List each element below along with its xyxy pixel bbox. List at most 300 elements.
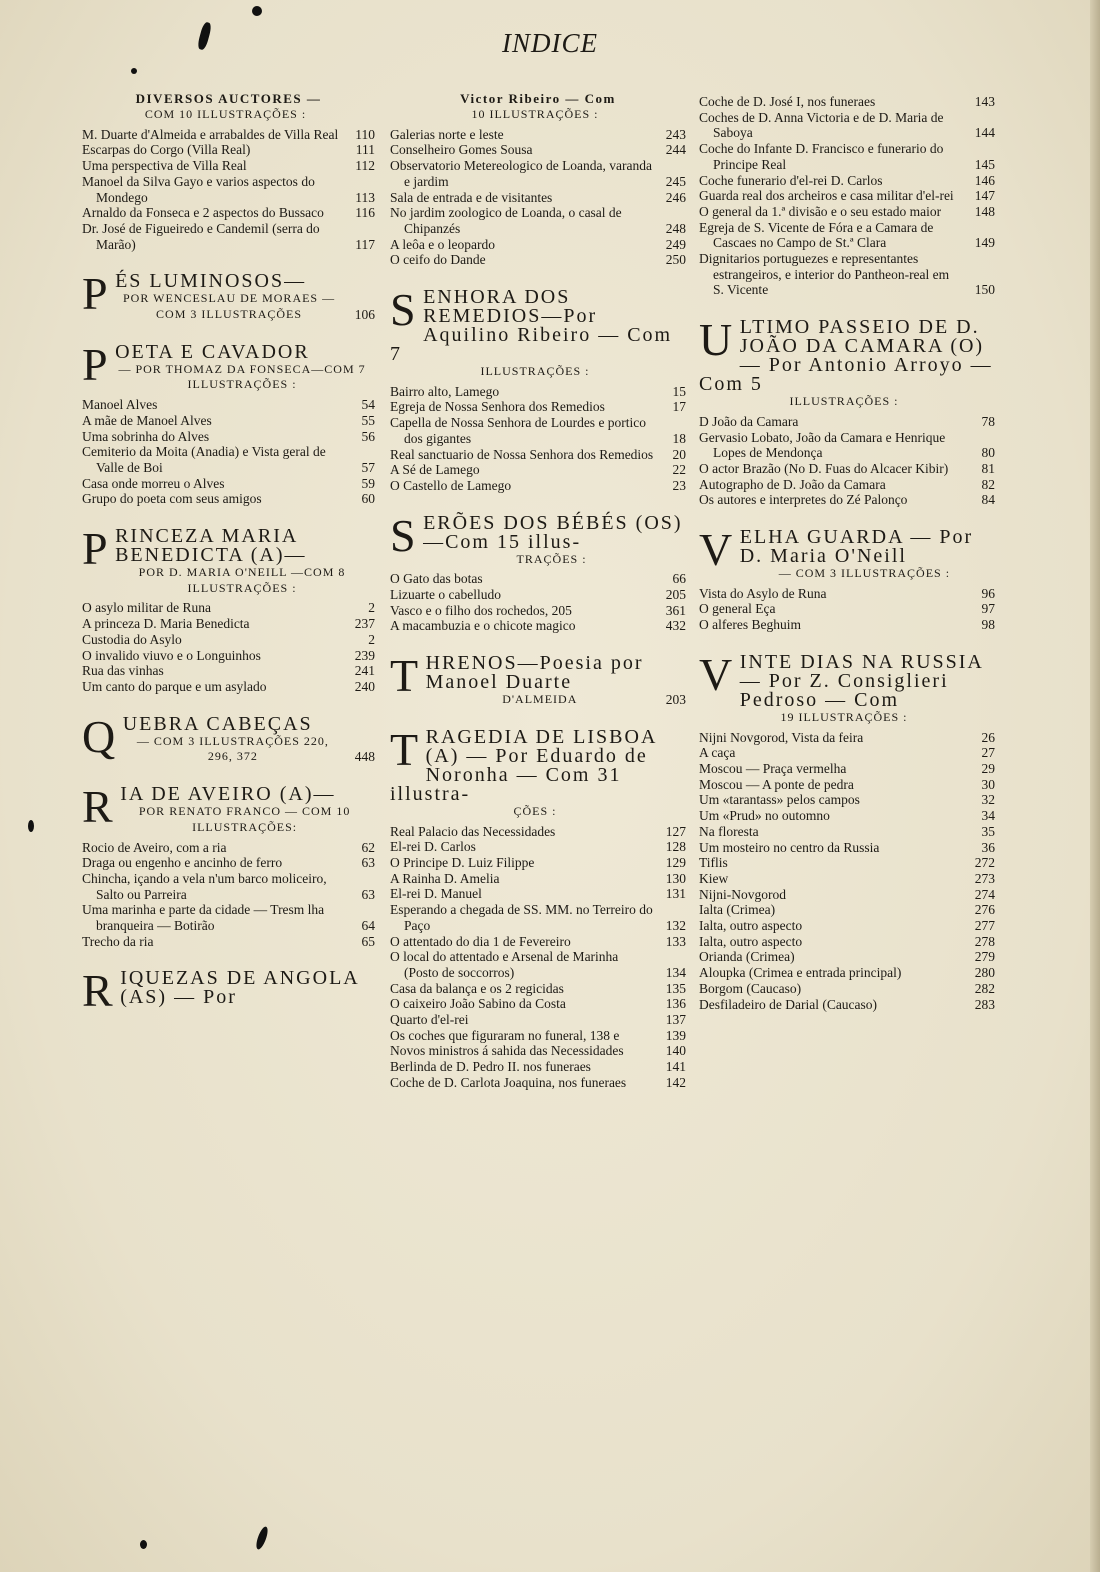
page-edge [1090, 0, 1100, 1572]
list-item [82, 679, 375, 695]
page-number: 32 [981, 792, 995, 808]
page-title: INDICE [502, 28, 598, 58]
list-item [699, 965, 995, 981]
list-item [699, 492, 995, 508]
section-subtitle-row [115, 362, 375, 393]
list-item [390, 1012, 686, 1028]
index-section [390, 723, 686, 1091]
page-number: 80 [981, 445, 995, 461]
entry-title: Um mosteiro no centro da Russia [699, 839, 880, 855]
drop-initial: R [82, 965, 115, 1017]
page-number: 143 [974, 94, 995, 109]
entry-title: Egreja de S. Vicente de Fóra e a Camara de Cascaes no Campo de St.ª Clara [699, 219, 934, 251]
list-item [82, 158, 375, 174]
section-subtitle: POR WENCESLAU DE MORAES — COM 3 ILLUSTRAÇÕES [122, 291, 336, 322]
list-item [390, 478, 686, 494]
list-item [699, 840, 995, 856]
list-item [699, 808, 995, 824]
list-item [82, 397, 375, 413]
section-subtitle-row [120, 804, 375, 835]
page-number: 150 [974, 282, 995, 298]
page-number: 110 [355, 126, 375, 142]
page-number: 142 [665, 1074, 686, 1090]
section-subtitle-row [115, 565, 375, 596]
section-subtitle: — POR THOMAZ DA FONSECA—COM 7 ILLUSTRAÇÕES : [118, 361, 366, 392]
section-title: HRENOS—Poesia por Manoel Duarte [425, 652, 644, 694]
section-subtitle: POR D. MARIA O'NEILL —COM 8 ILLUSTRAÇÕES : [138, 565, 346, 595]
entry-title: Lizuarte o cabelludo [390, 587, 501, 603]
index-section [82, 523, 375, 695]
entry-title: Coche de D. Carlota Joaquina, nos funeraes [390, 1074, 627, 1090]
entry-title: Conselheiro Gomes Sousa [390, 142, 533, 158]
drop-initial: S [390, 509, 418, 561]
section-subtitle-row [390, 804, 686, 820]
entry-title: Moscou — A ponte de pedra [699, 776, 854, 792]
ink-blot [252, 6, 262, 16]
list-item [82, 491, 375, 507]
page-number: 78 [981, 413, 995, 429]
section-title: ÉS LUMINOSOS— [115, 270, 307, 293]
list-item [699, 414, 995, 430]
page-number: 241 [354, 663, 375, 679]
list-item [699, 777, 995, 793]
entry-title: El-rei D. Manuel [390, 886, 482, 902]
page-number: 2 [368, 631, 375, 647]
entry-title: O general da 1.ª divisão e o seu estado maior [699, 203, 942, 219]
page-number: 2 [368, 600, 375, 616]
list-item [699, 204, 995, 220]
section-title: DIVERSOS AUCTORES — [135, 91, 322, 106]
section-subtitle-row [426, 692, 686, 708]
list-item [699, 871, 995, 887]
list-item [390, 252, 686, 268]
section-subtitle: POR RENATO FRANCO — COM 10 ILLUSTRAÇÕES: [138, 804, 351, 834]
list-item [82, 871, 375, 902]
page-number: 149 [974, 235, 995, 251]
page-number: 361 [665, 602, 686, 618]
section-title: LTIMO PASSEIO DE D. JOÃO DA CAMARA (O) — Por Antonio Arroyo — Com 5 [699, 316, 993, 396]
page-number: 279 [974, 949, 995, 965]
list-item [390, 571, 686, 587]
page-number: 130 [665, 870, 686, 886]
page-number: 111 [355, 142, 375, 158]
entry-title: Manoel da Silva Gayo e varios aspectos do Mondego [82, 173, 315, 205]
section-title: ERÕES DOS BÉBÉS (OS)—Com 15 illus- [423, 511, 683, 553]
drop-initial: P [82, 338, 110, 390]
section-subtitle-row [699, 394, 995, 410]
section-title: IQUEZAS DE ANGOLA (AS) — Por [120, 967, 359, 1009]
entry-title: M. Duarte d'Almeida e arrabaldes de Villa Real [82, 126, 339, 142]
list-item [390, 127, 686, 143]
list-item [390, 1043, 686, 1059]
page-number: 145 [974, 156, 995, 172]
page-number: 250 [665, 252, 686, 268]
entry-title: Novos ministros á sahida das Necessidades [390, 1043, 624, 1059]
section-subtitle-row [699, 710, 995, 726]
list-item [390, 1075, 686, 1091]
page-number: 65 [361, 933, 375, 949]
section-subtitle-row [740, 566, 995, 582]
list-item [82, 221, 375, 252]
page-number: 62 [361, 839, 375, 855]
page-number: 84 [981, 492, 995, 508]
entry-title: Autographo de D. João da Camara [699, 476, 886, 492]
entry-list [699, 94, 995, 298]
section-heading [82, 90, 375, 107]
page-number: 29 [981, 760, 995, 776]
page-number: 205 [665, 587, 686, 603]
list-item [390, 839, 686, 855]
entry-title: Moscou — Praça vermelha [699, 760, 847, 776]
page-number: 244 [665, 142, 686, 158]
list-item [699, 430, 995, 461]
entry-title: Quarto d'el-rei [390, 1012, 469, 1028]
page-number: 134 [665, 964, 686, 980]
entry-title: A princeza D. Maria Benedicta [82, 616, 250, 632]
entry-title: O Castello de Lamego [390, 477, 512, 493]
list-item [699, 887, 995, 903]
entry-title: O actor Brazão (No D. Fuas do Alcacer Kibir) [699, 460, 949, 476]
list-item [82, 934, 375, 950]
list-item [390, 886, 686, 902]
entry-title: Uma marinha e parte da cidade — Tresm lha branqueira — Botirão [82, 902, 325, 934]
list-item [82, 663, 375, 679]
page-number: 141 [665, 1059, 686, 1075]
page-number: 106 [354, 307, 375, 323]
list-item [390, 447, 686, 463]
entry-title: Rocio de Aveiro, com a ria [82, 839, 227, 855]
page-number: 96 [981, 585, 995, 601]
entry-title: Vasco e o filho dos rochedos, 205 [390, 602, 572, 618]
entry-list [82, 397, 375, 507]
page-number: 66 [672, 571, 686, 587]
list-item [699, 997, 995, 1013]
section-subtitle-row [82, 107, 375, 123]
list-item [390, 618, 686, 634]
section-subtitle: 19 ILLUSTRAÇÕES : [780, 709, 908, 724]
page-number: 248 [665, 220, 686, 236]
page-number: 243 [665, 126, 686, 142]
page-number: 148 [974, 203, 995, 219]
list-item [82, 476, 375, 492]
entry-title: Custodia do Asylo [82, 631, 182, 647]
page-number: 113 [355, 189, 375, 205]
entry-title: Trecho da ria [82, 933, 154, 949]
page-number: 278 [974, 933, 995, 949]
page-number: 203 [665, 692, 686, 708]
entry-list [82, 127, 375, 253]
page-number: 283 [974, 996, 995, 1012]
entry-title: Arnaldo da Fonseca e 2 aspectos do Bussaco [82, 205, 324, 221]
page-number: 133 [665, 933, 686, 949]
section-subtitle: ÇÕES : [513, 803, 557, 818]
list-item [699, 94, 995, 110]
entry-title: Vista do Asylo de Runa [699, 585, 827, 601]
page-number: 56 [361, 428, 375, 444]
section-title: IA DE AVEIRO (A)— [120, 783, 336, 806]
section-title: ELHA GUARDA — Por D. Maria O'Neill [739, 526, 974, 568]
page-number: 139 [665, 1027, 686, 1043]
page-number: 34 [981, 808, 995, 824]
entry-list [699, 586, 995, 633]
list-item [390, 462, 686, 478]
entry-title: Uma perspectiva de Villa Real [82, 158, 247, 174]
page-number: 132 [665, 917, 686, 933]
entry-title: Galerias norte e leste [390, 126, 504, 142]
drop-initial: P [82, 268, 110, 320]
section-subtitle-row [390, 107, 686, 123]
entry-title: Um canto do parque e um asylado [82, 678, 267, 694]
entry-title: A leôa e o leopardo [390, 236, 495, 252]
ink-blot [140, 1540, 147, 1549]
section-title: Victor Ribeiro — Com [460, 91, 616, 106]
page-number: 272 [974, 855, 995, 871]
page-number: 57 [361, 459, 375, 475]
page-number: 274 [974, 886, 995, 902]
index-section [390, 284, 686, 494]
list-item [390, 981, 686, 997]
section-title: INTE DIAS NA RUSSIA — Por Z. Consiglieri Pedroso — Com [739, 650, 983, 711]
entry-title: A macambuzia e o chicote magico [390, 618, 576, 634]
list-item [390, 824, 686, 840]
entry-title: Real sanctuario de Nossa Senhora dos Remedios [390, 446, 654, 462]
list-item [699, 141, 995, 172]
section-title: RAGEDIA DE LISBOA (A) — Por Eduardo de Noronha — Com 31 illustra- [390, 725, 657, 805]
section-heading [390, 723, 686, 805]
entry-title: Esperando a chegada de SS. MM. no Terreiro do Paço [390, 902, 653, 933]
section-heading [82, 965, 375, 1017]
page-number: 273 [974, 870, 995, 886]
entry-title: Dr. José de Figueiredo e Candemil (serra do Marão) [82, 220, 320, 252]
index-section [82, 965, 375, 1017]
index-section [390, 509, 686, 635]
page-number: 117 [355, 236, 375, 252]
entry-title: Ialta, outro aspecto [699, 918, 803, 934]
entry-title: O Principe D. Luiz Filippe [390, 854, 535, 870]
list-item [82, 127, 375, 143]
section-heading [699, 648, 995, 711]
entry-title: D João da Camara [699, 413, 799, 429]
entry-title: Uma sobrinha do Alves [82, 428, 210, 444]
entry-title: Os coches que figuraram no funeral, 138 e [390, 1027, 620, 1043]
list-item [699, 730, 995, 746]
list-item [699, 173, 995, 189]
list-item [390, 1059, 686, 1075]
page-number: 116 [355, 205, 375, 221]
entry-title: Um «tarantass» pelos campos [699, 792, 860, 808]
list-item [699, 981, 995, 997]
list-item [82, 142, 375, 158]
page-number: 112 [355, 158, 375, 174]
list-item [699, 251, 995, 298]
entry-title: Egreja de Nossa Senhora dos Remedios [390, 399, 605, 415]
entry-title: Desfiladeiro de Darial (Caucaso) [699, 996, 878, 1012]
entry-title: O general Eça [699, 601, 776, 617]
entry-title: Escarpas do Corgo (Villa Real) [82, 142, 251, 158]
page-number: 64 [361, 918, 375, 934]
entry-title: A mãe de Manoel Alves [82, 412, 212, 428]
entry-title: Berlinda de D. Pedro II. nos funeraes [390, 1059, 591, 1075]
list-item [82, 632, 375, 648]
index-section [82, 268, 375, 323]
list-item [699, 461, 995, 477]
entry-title: No jardim zoologico de Loanda, o casal de Chipanzés [390, 205, 622, 236]
drop-initial: P [82, 523, 110, 575]
list-item [699, 601, 995, 617]
list-item [390, 399, 686, 415]
section-subtitle-row [123, 734, 375, 765]
list-item [390, 902, 686, 933]
page-number: 144 [974, 125, 995, 141]
list-item [390, 384, 686, 400]
index-section [390, 650, 686, 708]
entry-title: Casa da balança e os 2 regicidas [390, 980, 564, 996]
section-subtitle-row [115, 291, 375, 322]
entry-title: El-rei D. Carlos [390, 839, 476, 855]
entry-list [699, 414, 995, 508]
section-title: UEBRA CABEÇAS [122, 712, 313, 735]
page-number: 147 [974, 188, 995, 204]
page-number: 127 [665, 823, 686, 839]
page-number: 240 [354, 678, 375, 694]
entry-title: Coche funerario d'el-rei D. Carlos [699, 172, 883, 188]
entry-title: Gervasio Lobato, João da Camara e Henrique Lopes de Mendonça [699, 429, 946, 461]
drop-initial: U [699, 314, 734, 366]
list-item [82, 600, 375, 616]
entry-list [390, 127, 686, 268]
entry-title: Um «Prud» no outomno [699, 808, 830, 824]
entry-title: Orianda (Crimea) [699, 949, 795, 965]
entry-title: Chincha, içando a vela n'um barco moliceiro, Salto ou Parreira [82, 870, 327, 902]
list-item [390, 415, 686, 446]
page-number: 237 [354, 616, 375, 632]
index-section [699, 314, 995, 508]
list-item [699, 761, 995, 777]
page-number: 27 [981, 745, 995, 761]
entry-title: Coches de D. Anna Victoria e de D. Maria de Saboya [699, 109, 944, 141]
page-number: 22 [672, 462, 686, 478]
list-item [390, 603, 686, 619]
section-subtitle-row [423, 552, 686, 568]
section-subtitle: — COM 3 ILLUSTRAÇÕES : [778, 566, 951, 581]
list-item [390, 871, 686, 887]
page-number: 59 [361, 475, 375, 491]
page-number: 277 [974, 918, 995, 934]
entry-list [390, 571, 686, 634]
page-number: 280 [974, 965, 995, 981]
page-number: 35 [981, 823, 995, 839]
list-item [82, 855, 375, 871]
page-number: 98 [981, 617, 995, 633]
list-item [699, 188, 995, 204]
list-item [390, 158, 686, 189]
entry-title: O attentado do dia 1 de Fevereiro [390, 933, 571, 949]
entry-title: Nijni-Novgorod [699, 886, 786, 902]
entry-title: Ialta, outro aspecto [699, 933, 803, 949]
list-item [390, 949, 686, 980]
section-subtitle: COM 10 ILLUSTRAÇÕES : [144, 107, 307, 121]
page-number: 129 [665, 854, 686, 870]
entry-list [82, 600, 375, 694]
entry-title: O local do attentado e Arsenal de Marinha (Posto de soccorros) [390, 949, 619, 980]
page-number: 63 [361, 886, 375, 902]
page-number: 17 [672, 399, 686, 415]
page-number: 82 [981, 476, 995, 492]
section-heading [699, 314, 995, 396]
entry-list [390, 384, 686, 494]
section-subtitle: ILLUSTRAÇÕES : [480, 364, 590, 379]
entry-title: Casa onde morreu o Alves [82, 475, 225, 491]
entry-title: Bairro alto, Lamego [390, 383, 500, 399]
entry-title: Real Palacio das Necessidades [390, 823, 556, 839]
entry-title: Coche do Infante D. Francisco e funerario do Principe Real [699, 141, 944, 172]
entry-title: O alferes Beghuim [699, 617, 801, 633]
page-number: 140 [665, 1043, 686, 1059]
list-item [699, 745, 995, 761]
drop-initial: V [699, 648, 734, 700]
entry-title: Capella de Nossa Senhora de Lourdes e portico dos gigantes [390, 415, 647, 446]
list-item [699, 824, 995, 840]
page-number: 63 [361, 855, 375, 871]
page-number: 136 [665, 996, 686, 1012]
list-item [390, 855, 686, 871]
entry-title: Na floresta [699, 823, 759, 839]
entry-title: Rua das vinhas [82, 663, 164, 679]
page-number: 81 [981, 460, 995, 476]
list-item [390, 996, 686, 1012]
list-item [82, 902, 375, 933]
section-heading [82, 523, 375, 575]
index-column-2 [390, 90, 686, 1111]
section-subtitle-row [390, 364, 686, 380]
page-number: 246 [665, 189, 686, 205]
entry-title: Manoel Alves [82, 397, 158, 413]
index-section [82, 781, 375, 949]
drop-initial: S [390, 284, 418, 336]
entry-title: A Rainha D. Amelia [390, 870, 500, 886]
section-subtitle: TRAÇÕES : [516, 551, 587, 566]
section-title: OETA E CAVADOR [115, 340, 310, 363]
list-item [82, 648, 375, 664]
section-subtitle: — COM 3 ILLUSTRAÇÕES 220, 296, 372 [136, 733, 329, 764]
list-item [390, 934, 686, 950]
entry-list [699, 730, 995, 1013]
entry-title: Ialta (Crimea) [699, 902, 776, 918]
page-number: 146 [974, 172, 995, 188]
list-item [699, 586, 995, 602]
page-number: 276 [974, 902, 995, 918]
entry-title: Draga ou engenho e ancinho de ferro [82, 855, 283, 871]
page-number: 60 [361, 491, 375, 507]
entry-title: Nijni Novgorod, Vista da feira [699, 729, 864, 745]
index-section [699, 648, 995, 1012]
list-item [699, 949, 995, 965]
entry-title: Dignitarios portuguezes e representantes estrangeiros, e interior do Pantheon-real em S. Vicente [699, 251, 950, 298]
list-item [82, 840, 375, 856]
section-heading [390, 284, 686, 366]
drop-initial: Q [82, 710, 117, 762]
page-number: 432 [665, 618, 686, 634]
ink-blot [28, 820, 34, 832]
entry-title: O asylo militar de Runa [82, 600, 211, 616]
drop-initial: V [699, 524, 734, 576]
list-item [390, 142, 686, 158]
list-item [390, 190, 686, 206]
section-subtitle: ILLUSTRAÇÕES : [789, 394, 899, 409]
entry-title: Kiew [699, 870, 729, 886]
drop-initial: T [390, 723, 420, 775]
page-number: 448 [354, 749, 375, 765]
